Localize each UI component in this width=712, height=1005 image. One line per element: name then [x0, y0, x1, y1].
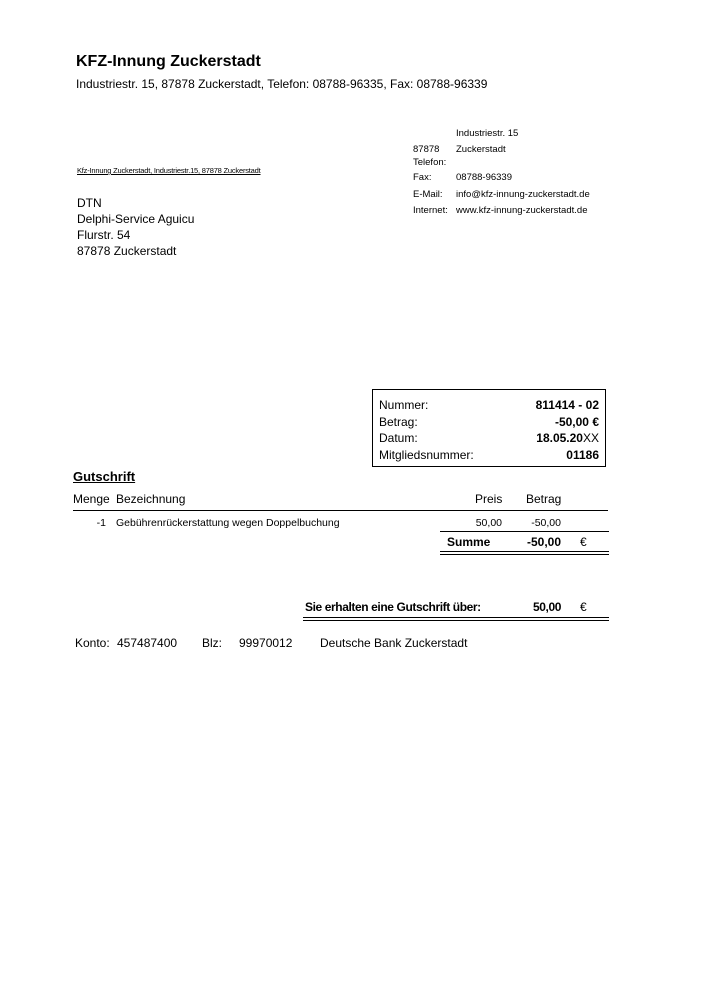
sum-currency: € — [580, 535, 587, 549]
summary-number-value: 811414 - 02 — [535, 398, 599, 412]
contact-web-value[interactable]: www.kfz-innung-zuckerstadt.de — [456, 205, 588, 216]
sum-value: -50,00 — [526, 535, 561, 549]
sender-return-address: Kfz-Innung Zuckerstadt, Industriestr.15, 87878 Zuckerstadt — [77, 166, 261, 175]
recipient-line: 87878 Zuckerstadt — [77, 244, 177, 258]
summary-amount-value: -50,00 € — [554, 415, 599, 429]
summary-amount-row — [379, 415, 599, 431]
summary-date-main: 18.05.20 — [536, 431, 583, 445]
contact-fax-label: Fax: — [413, 172, 432, 183]
contact-email-label: E-Mail: — [413, 189, 443, 200]
summary-number-row — [379, 398, 599, 414]
column-header-qty: Menge — [73, 492, 110, 506]
recipient-line: DTN — [77, 196, 102, 210]
credit-double-line-top — [303, 617, 609, 618]
sum-top-divider — [440, 531, 609, 532]
contact-street: Industriestr. 15 — [456, 128, 519, 139]
sum-label: Summe — [447, 535, 491, 549]
column-header-desc: Bezeichnung — [116, 492, 186, 506]
contact-zip: 87878 — [413, 144, 440, 155]
document-summary-box — [372, 389, 606, 467]
contact-web-label: Internet: — [413, 205, 448, 216]
recipient-line: Delphi-Service Aguicu — [77, 212, 195, 226]
column-header-amount: Betrag — [526, 492, 562, 506]
organization-name: KFZ-Innung Zuckerstadt — [76, 53, 261, 70]
contact-phone-label: Telefon: — [413, 157, 447, 168]
credit-currency: € — [580, 600, 587, 614]
recipient-line: Flurstr. 54 — [77, 228, 131, 242]
row-amount: -50,00 — [531, 517, 561, 529]
summary-member-value: 01186 — [566, 448, 599, 462]
contact-city: Zuckerstadt — [456, 144, 506, 155]
sum-double-line-top — [440, 551, 609, 552]
bank-account-label: Konto: — [75, 636, 110, 650]
summary-member-row — [379, 448, 599, 464]
bank-name: Deutsche Bank Zuckerstadt — [320, 636, 468, 650]
bank-blz-label: Blz: — [202, 636, 223, 650]
sum-double-line-bottom — [440, 554, 609, 555]
summary-number-label: Nummer: — [379, 398, 429, 412]
summary-date-row — [379, 431, 599, 447]
row-desc: Gebührenrückerstattung wegen Doppelbuchung — [116, 517, 340, 529]
row-price: 50,00 — [475, 517, 502, 529]
organization-address-line: Industriestr. 15, 87878 Zuckerstadt, Telefon: 08788-96335, Fax: 08788-96339 — [76, 77, 488, 91]
summary-amount-label: Betrag: — [379, 415, 418, 429]
credit-double-line-bottom — [303, 620, 609, 621]
summary-date-label: Datum: — [379, 431, 418, 445]
contact-fax-value: 08788-96339 — [456, 172, 512, 183]
table-header-divider — [73, 510, 608, 511]
recipient-address — [77, 195, 194, 259]
row-qty: -1 — [96, 517, 106, 529]
bank-blz-value: 99970012 — [239, 636, 293, 650]
summary-date-value — [536, 431, 599, 445]
column-header-price: Preis — [475, 492, 503, 506]
summary-date-suffix: XX — [582, 431, 599, 445]
bank-account-value: 457487400 — [117, 636, 178, 650]
credit-value: 50,00 — [532, 600, 561, 614]
contact-email-value[interactable]: info@kfz-innung-zuckerstadt.de — [456, 189, 590, 200]
credit-label: Sie erhalten eine Gutschrift über: — [305, 600, 481, 614]
document-title: Gutschrift — [73, 469, 136, 484]
summary-member-label: Mitgliedsnummer: — [379, 448, 474, 462]
